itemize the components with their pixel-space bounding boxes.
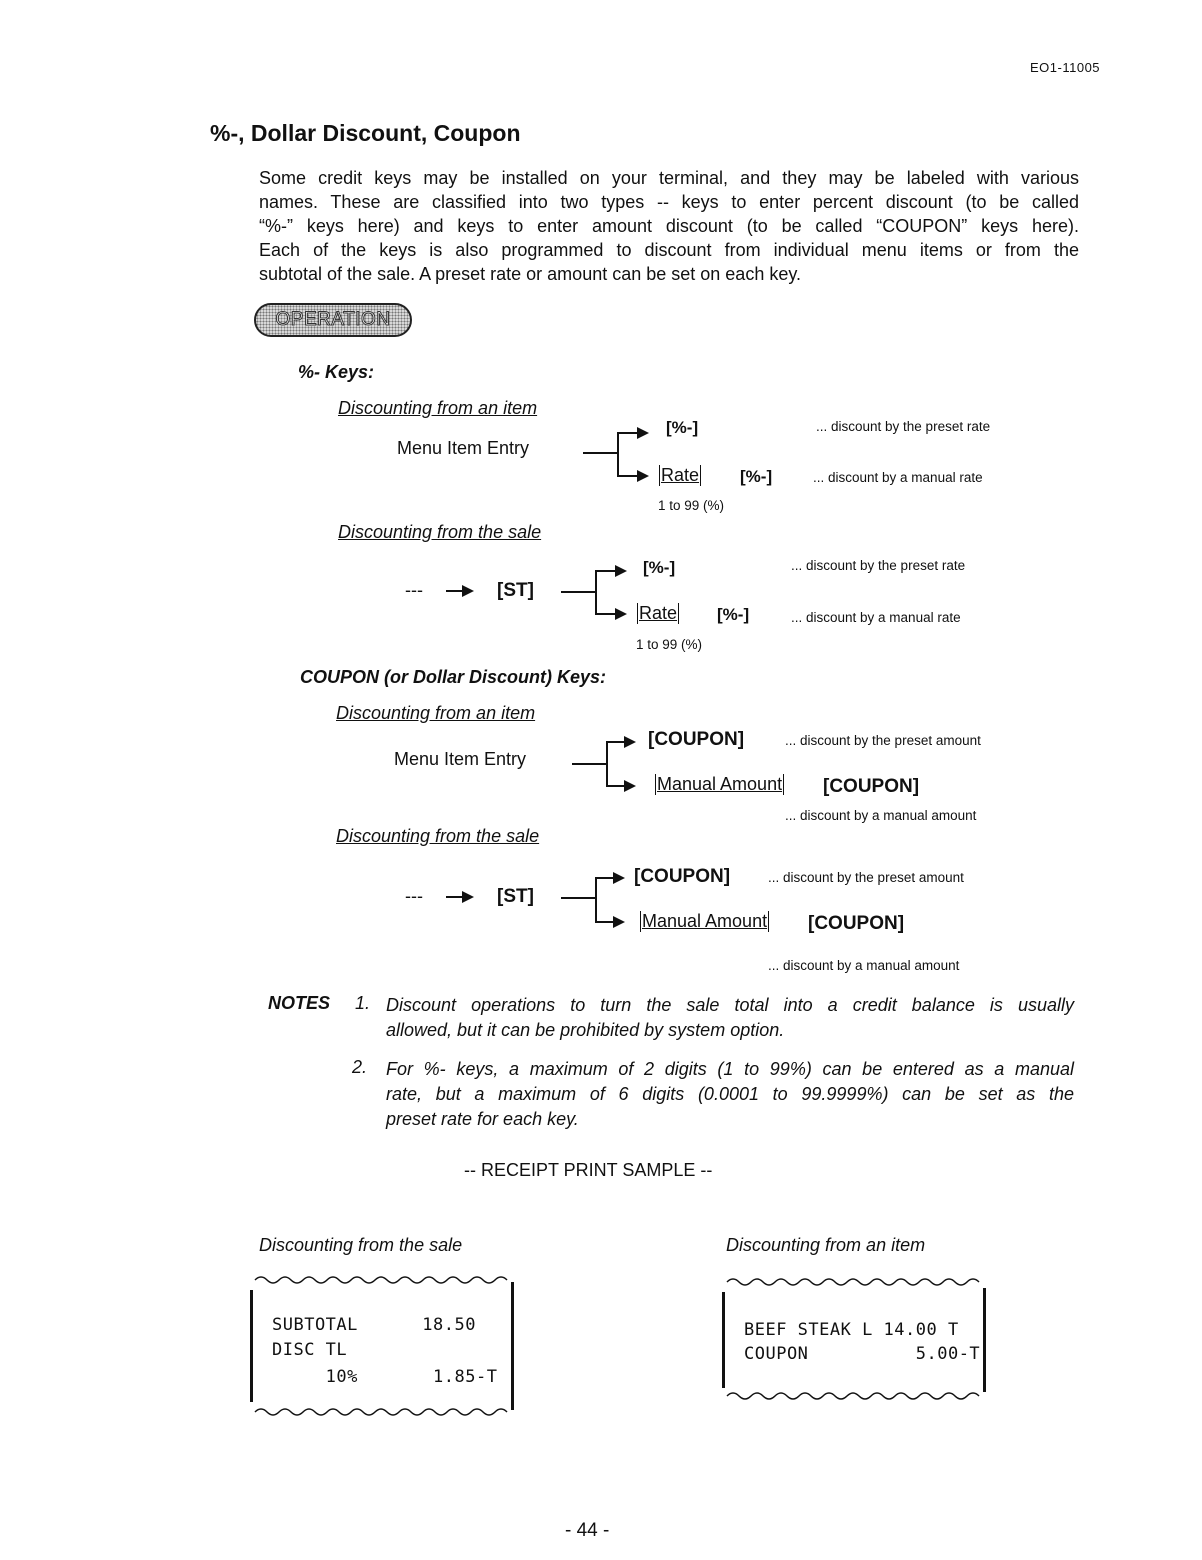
arrow-right-icon <box>624 780 636 792</box>
operation-badge: OPERATION <box>254 303 412 337</box>
torn-edge-bottom <box>250 1406 516 1420</box>
torn-edge-bottom <box>722 1390 988 1404</box>
receipt-line: SUBTOTAL 18.50 <box>272 1315 476 1335</box>
prefix-dashes: --- <box>405 886 423 906</box>
notes-label: NOTES <box>268 993 331 1013</box>
receipt-line: 10% 1.85-T <box>272 1367 498 1387</box>
description: ... discount by the preset rate <box>791 558 966 573</box>
manual-amount-input-box: Manual Amount <box>657 774 783 794</box>
percent-item-entry: Menu Item Entry <box>397 438 530 458</box>
manual-amount-input-box: Manual Amount <box>642 911 768 931</box>
intro-line: Some credit keys may be installed on your terminal, and they may be labeled with various <box>259 168 1079 188</box>
coupon-sale-subheading: Discounting from the sale <box>336 826 540 846</box>
description: ... discount by a manual amount <box>768 958 960 973</box>
percent-key: [%-] <box>643 558 676 577</box>
intro-line: Each of the keys is also programmed to discount from individual menu items or from the <box>259 240 1079 260</box>
document-id: EO1-11005 <box>1030 60 1101 75</box>
receipt-line: DISC TL <box>272 1340 348 1360</box>
receipt-caption: Discounting from the sale <box>259 1235 463 1255</box>
coupon-key: [COUPON] <box>648 729 745 750</box>
rate-input-box: Rate <box>661 465 700 485</box>
page-title: %-, Dollar Discount, Coupon <box>210 120 521 146</box>
description: ... discount by the preset rate <box>816 419 991 434</box>
description: ... discount by a manual rate <box>813 470 983 485</box>
receipt-line: COUPON 5.00-T <box>744 1344 981 1364</box>
arrow-right-icon <box>624 736 636 748</box>
prefix-dashes: --- <box>405 580 423 600</box>
coupon-keys-heading: COUPON (or Dollar Discount) Keys: <box>300 667 607 687</box>
arrow-right-icon <box>637 470 649 482</box>
receipt-line: BEEF STEAK L 14.00 T <box>744 1320 959 1340</box>
page-number: - 44 - <box>565 1520 610 1541</box>
description: ... discount by a manual amount <box>785 808 977 823</box>
torn-edge-top <box>250 1270 516 1284</box>
receipt-section-title: -- RECEIPT PRINT SAMPLE -- <box>464 1160 713 1180</box>
coupon-key: [COUPON] <box>634 866 731 887</box>
percent-keys-heading: %- Keys: <box>298 362 375 382</box>
note-number: 1. <box>355 993 371 1013</box>
intro-line: subtotal of the sale. A preset rate or amount can be set on each key. <box>259 264 802 284</box>
receipt-sample-sale <box>250 1270 516 1420</box>
coupon-key: [COUPON] <box>823 776 920 797</box>
coupon-key: [COUPON] <box>808 913 905 934</box>
intro-paragraph <box>259 166 1079 286</box>
note-text: Discount operations to turn the sale total into a credit balance is usually allowed, but it can be prohibited by system option. <box>386 995 1074 1040</box>
arrow-right-icon <box>615 565 627 577</box>
description: ... discount by the preset amount <box>768 870 964 885</box>
arrow-right-icon <box>613 916 625 928</box>
coupon-item-entry: Menu Item Entry <box>394 749 527 769</box>
percent-key: [%-] <box>717 605 750 624</box>
rate-input-box: Rate <box>639 603 678 623</box>
arrow-right-icon <box>613 872 625 884</box>
rate-range: 1 to 99 (%) <box>636 637 703 652</box>
description: ... discount by the preset amount <box>785 733 981 748</box>
intro-line: “%-” keys here) and keys to enter amount discount (to be called “COUPON” keys here). <box>259 216 1079 236</box>
coupon-item-subheading: Discounting from an item <box>336 703 536 723</box>
rate-range: 1 to 99 (%) <box>658 498 725 513</box>
percent-key: [%-] <box>740 467 773 486</box>
note-number: 2. <box>352 1057 368 1077</box>
torn-edge-top <box>722 1272 988 1286</box>
percent-key: [%-] <box>666 418 699 437</box>
note-text: For %- keys, a maximum of 2 digits (1 to 99%) can be entered as a manual rate, but a maximum of 6 digits (0.0001 to 99.9999%) can be set as the preset rate for each key. <box>386 1059 1074 1129</box>
description: ... discount by a manual rate <box>791 610 961 625</box>
arrow-right-icon <box>615 608 627 620</box>
receipt-sample-item <box>722 1272 988 1412</box>
receipt-caption: Discounting from an item <box>726 1235 926 1255</box>
percent-item-subheading: Discounting from an item <box>338 398 538 418</box>
arrow-right-icon <box>637 427 649 439</box>
subtotal-key: [ST] <box>497 580 534 601</box>
intro-line: names. These are classified into two types -- keys to enter percent discount (to be called <box>259 192 1079 212</box>
subtotal-key: [ST] <box>497 886 534 907</box>
percent-sale-subheading: Discounting from the sale <box>338 522 542 542</box>
